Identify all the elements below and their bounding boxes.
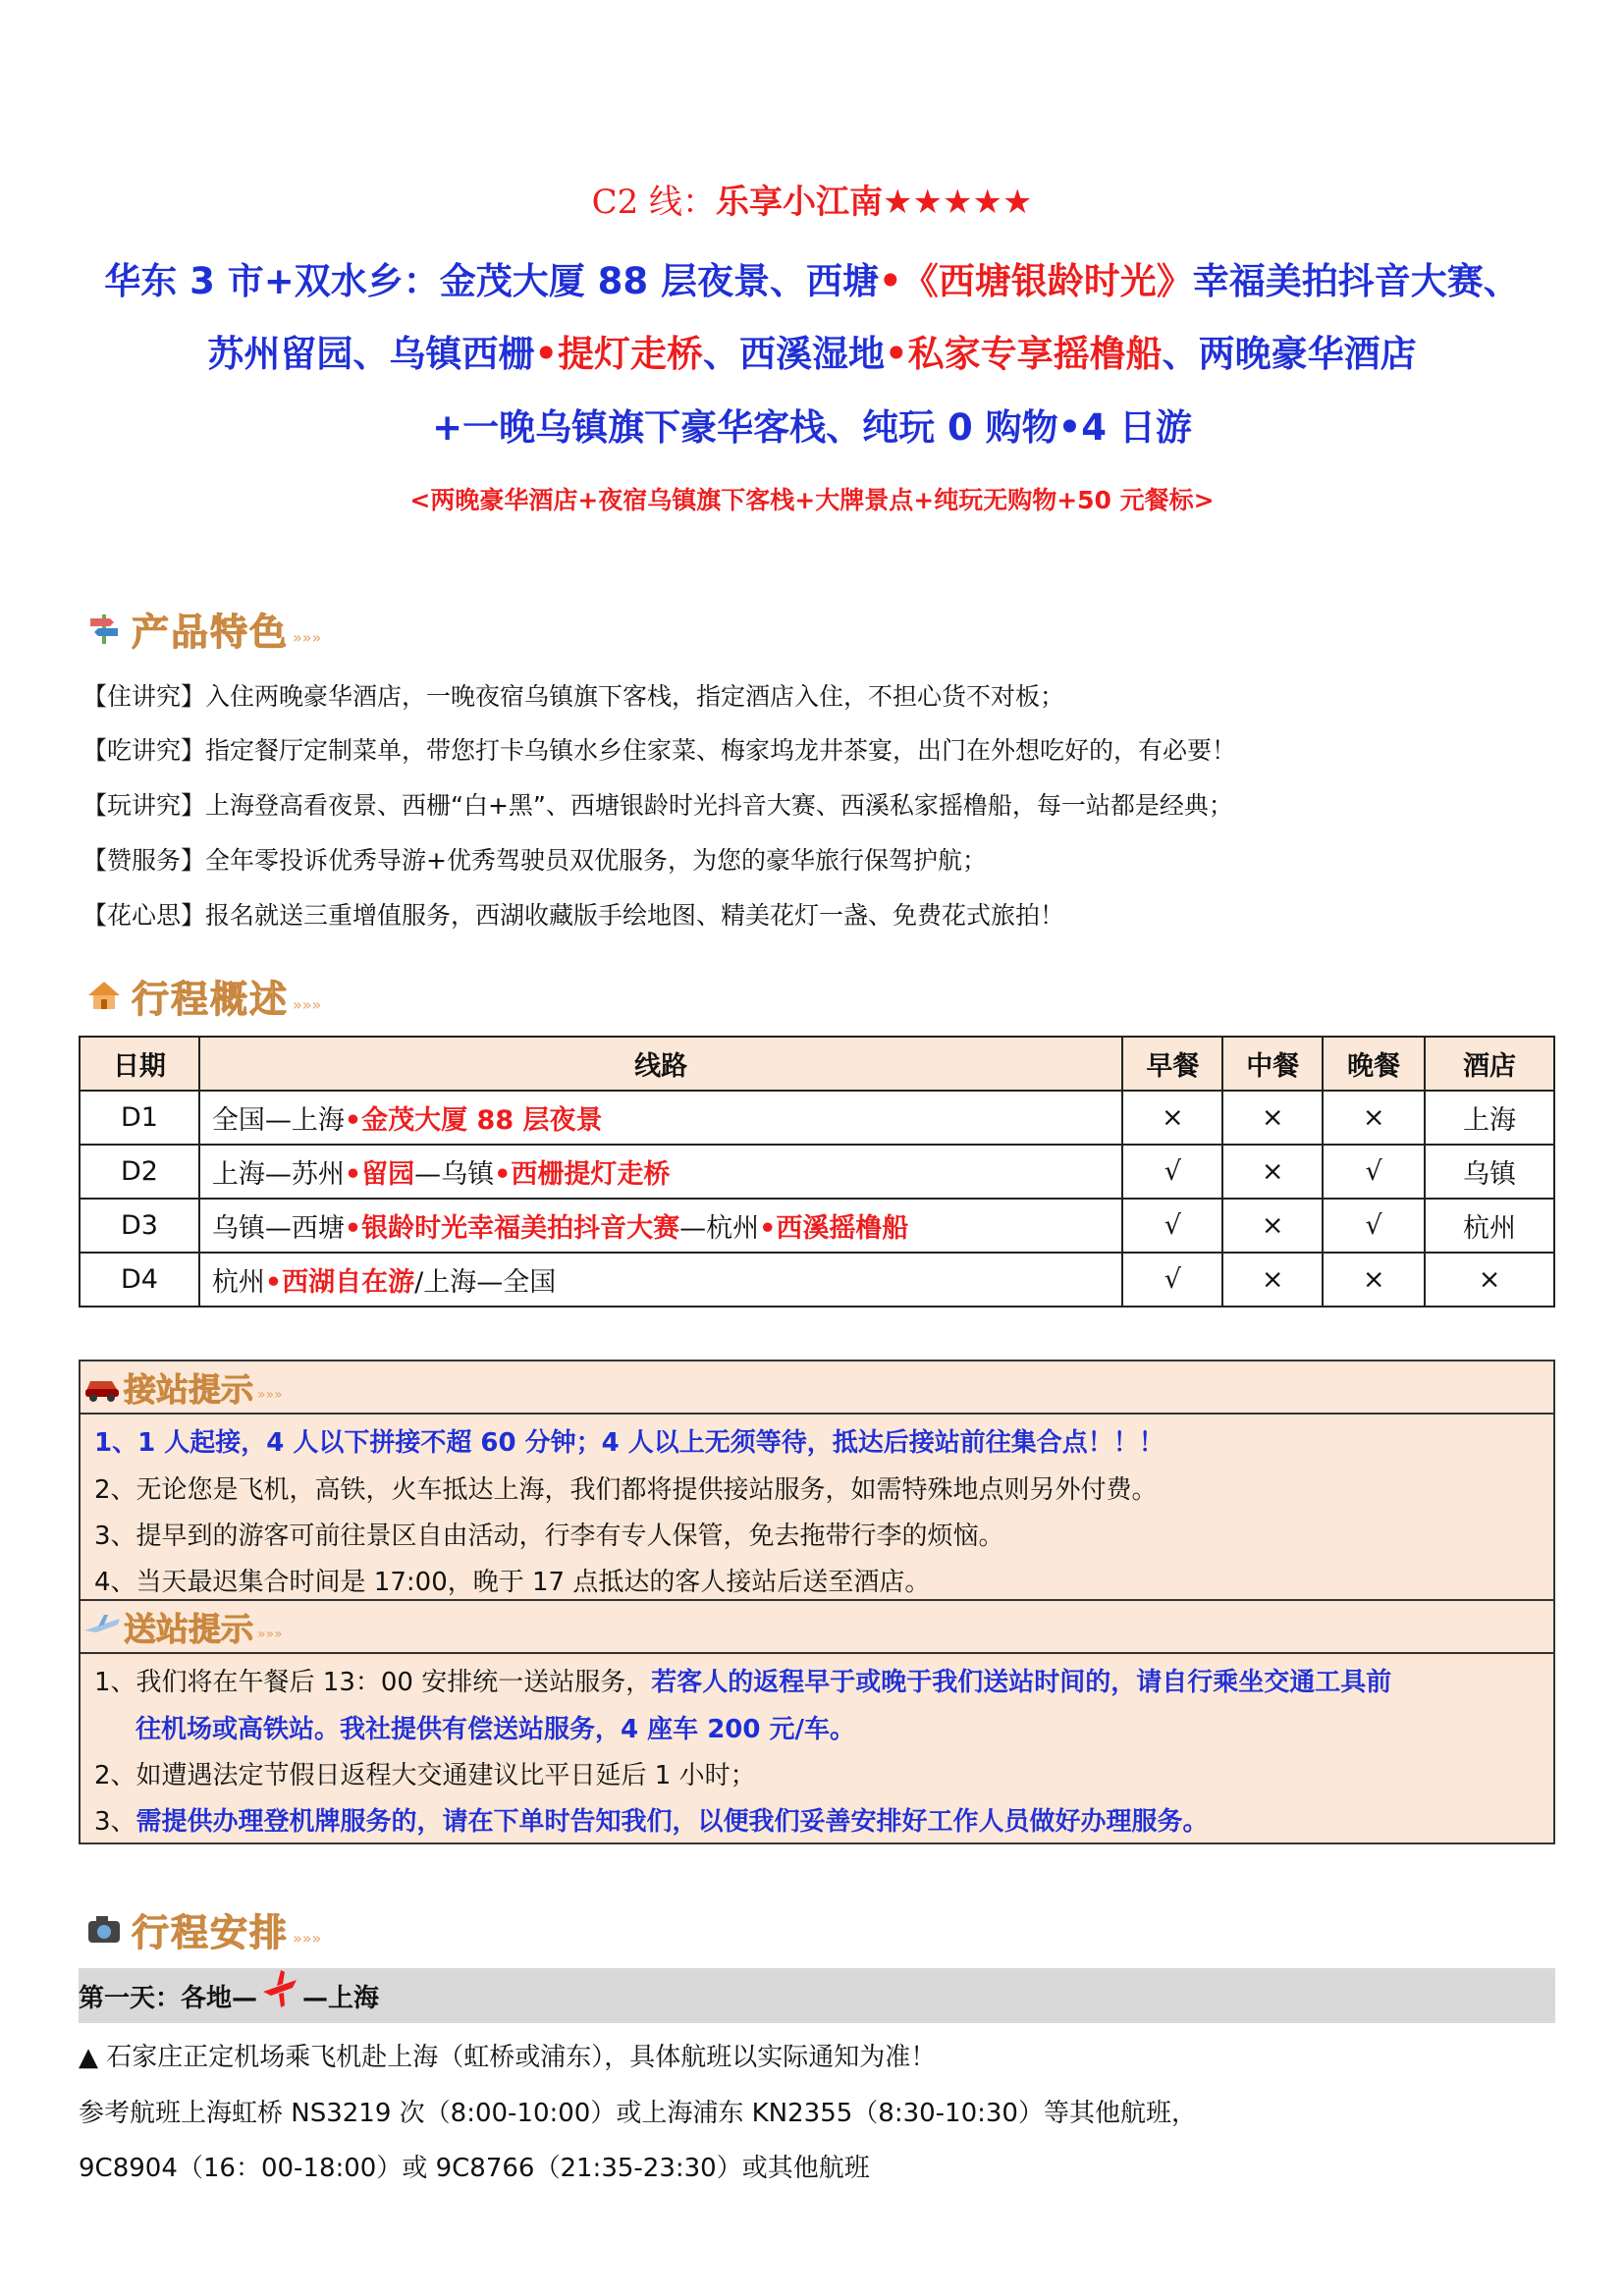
route-text: 乌镇—西塘 [211, 1213, 345, 1244]
house-icon [82, 974, 126, 1017]
route-highlight: •金茂大厦 88 层夜景 [344, 1105, 603, 1136]
title-2a: 华东 3 市+双水乡：金茂大厦 88 层夜景、西塘 [104, 260, 880, 302]
pickup-line: 1、1 人起接，4 人以下拼接不超 60 分钟；4 人以上无须等待，抵达后接站前往集合点！！！ [94, 1428, 1164, 1458]
route-highlight: •西栅提灯走桥 [494, 1159, 671, 1190]
cell-day: D4 [80, 1253, 199, 1307]
cell-route [199, 1091, 1122, 1145]
dropoff-highlight: 需提供办理登机牌服务的，请在下单时告知我们，以便我们妥善安排好工作人员做好办理服务。 [135, 1807, 1209, 1837]
overview-heading [82, 966, 321, 1025]
dropoff-text: 3、 [94, 1807, 136, 1837]
route-text: 上海—苏州 [211, 1159, 345, 1190]
table-row [80, 1199, 1554, 1253]
title-3d: •私家专享摇橹船 [885, 333, 1163, 375]
subtitle: <两晚豪华酒店+夜宿乌镇旗下客栈+大牌景点+纯玩无购物+50 元餐标> [409, 486, 1215, 514]
dropoff-heading [81, 1601, 1553, 1654]
title-3c: 、西溪湿地 [703, 333, 885, 375]
dropoff-text: 1、我们将在午餐后 13：00 安排统一送站服务， [94, 1668, 652, 1697]
dropoff-line: 往机场或高铁站。我社提供有偿送站服务，4 座车 200 元/车。 [135, 1715, 856, 1744]
cell-hotel: 上海 [1425, 1091, 1554, 1145]
table-row [80, 1253, 1554, 1307]
feature-item: 【花心思】报名就送三重增值服务，西湖收藏版手绘地图、精美花灯一盏、免费花式旅拍！ [82, 901, 1065, 930]
dropoff-box [79, 1599, 1555, 1844]
signpost-icon [82, 607, 126, 650]
cell-hotel: 乌镇 [1425, 1145, 1554, 1199]
dropoff-highlight: 若客人的返程早于或晚于我们送站时间的，请自行乘坐交通工具前 [651, 1668, 1392, 1697]
pickup-heading [81, 1362, 1553, 1415]
col-breakfast: 早餐 [1122, 1037, 1222, 1091]
pickup-line: 2、无论您是飞机，高铁，火车抵达上海，我们都将提供接站服务，如需特殊地点则另外付费。 [94, 1475, 1158, 1505]
cell-lunch: × [1222, 1199, 1323, 1253]
route-text: —杭州 [679, 1213, 760, 1244]
cell-hotel: 杭州 [1425, 1199, 1554, 1253]
cell-lunch: × [1222, 1253, 1323, 1307]
title-line-2 [0, 251, 1624, 304]
pickup-line: 3、提早到的游客可前往景区自由活动，行李有专人保管，免去拖带行李的烦恼。 [94, 1522, 1004, 1551]
heading-dots: »»» [257, 1627, 283, 1642]
title-2b: •《西塘银龄时光》 [879, 260, 1193, 302]
title-3e: 、两晚豪华酒店 [1162, 333, 1417, 375]
features-heading [82, 599, 321, 658]
overview-title: 行程概述 [132, 977, 290, 1021]
day-1-bar [79, 1968, 1555, 2023]
dropoff-line [94, 1662, 1391, 1698]
camera-icon [82, 1907, 126, 1950]
heading-dots: »»» [293, 627, 322, 647]
cell-breakfast: √ [1122, 1253, 1222, 1307]
title-line-1 [0, 175, 1624, 223]
day-1-text: 第一天：各地— [79, 1983, 258, 2013]
heading-dots: »»» [293, 994, 322, 1014]
cell-breakfast: × [1122, 1091, 1222, 1145]
cell-day: D3 [80, 1199, 199, 1253]
schedule-heading [82, 1899, 321, 1958]
table-row [80, 1145, 1554, 1199]
title-line-4: +一晚乌镇旗下豪华客栈、纯玩 0 购物•4 日游 [432, 406, 1192, 449]
cell-lunch: × [1222, 1091, 1323, 1145]
route-text: —乌镇 [414, 1159, 495, 1190]
table-header-row [80, 1037, 1554, 1091]
schedule-paragraph: 9C8904（16：00-18:00）或 9C8766（21:35-23:30）或其他航班 [79, 2154, 870, 2183]
schedule-title: 行程安排 [132, 1910, 290, 1954]
day-1-destination: —上海 [302, 1983, 380, 2013]
cell-dinner: √ [1323, 1145, 1425, 1199]
route-highlight: •银龄时光幸福美拍抖音大赛 [344, 1213, 680, 1244]
cell-breakfast: √ [1122, 1199, 1222, 1253]
dropoff-title: 送站提示 [124, 1609, 253, 1648]
route-text: 杭州 [211, 1267, 265, 1298]
feature-item: 【玩讲究】上海登高看夜景、西栅“白+黑”、西塘银龄时光抖音大赛、西溪私家摇橹船，每一站都是经典； [82, 791, 1233, 820]
title-3a: 苏州留园、乌镇西栅 [207, 333, 535, 375]
cell-route [199, 1253, 1122, 1307]
title-2c: 幸福美拍抖音大赛、 [1192, 260, 1520, 302]
airplane-icon [257, 1966, 302, 2011]
route-text: /上海—全国 [414, 1267, 557, 1298]
col-lunch: 中餐 [1222, 1037, 1323, 1091]
plane-icon [81, 1607, 124, 1646]
route-highlight: •留园 [344, 1159, 415, 1190]
pickup-box [79, 1360, 1555, 1601]
heading-dots: »»» [257, 1387, 283, 1403]
heading-dots: »»» [293, 1928, 322, 1948]
title-line-3 [0, 324, 1624, 377]
feature-item: 【赞服务】全年零投诉优秀导游+优秀驾驶员双优服务，为您的豪华旅行保驾护航； [82, 846, 987, 875]
route-text: 全国—上海 [211, 1105, 345, 1136]
pickup-title: 接站提示 [124, 1369, 253, 1409]
cell-breakfast: √ [1122, 1145, 1222, 1199]
cell-dinner: × [1323, 1091, 1425, 1145]
cell-day: D2 [80, 1145, 199, 1199]
col-hotel: 酒店 [1425, 1037, 1554, 1091]
col-date: 日期 [80, 1037, 199, 1091]
col-dinner: 晚餐 [1323, 1037, 1425, 1091]
col-route: 线路 [199, 1037, 1122, 1091]
cell-dinner: × [1323, 1253, 1425, 1307]
route-name: 乐享小江南★★★★★ [716, 183, 1033, 222]
features-title: 产品特色 [132, 610, 290, 654]
title-3b: •提灯走桥 [534, 333, 703, 375]
route-highlight: •西湖自在游 [264, 1267, 415, 1298]
route-code: C2 线： [591, 183, 717, 222]
schedule-paragraph: 参考航班上海虹桥 NS3219 次（8:00-10:00）或上海浦东 KN2355（8:30-10:30）等其他航班， [79, 2099, 1197, 2128]
cell-route [199, 1199, 1122, 1253]
table-row [80, 1091, 1554, 1145]
cell-lunch: × [1222, 1145, 1323, 1199]
cell-route [199, 1145, 1122, 1199]
schedule-paragraph: ▲ 石家庄正定机场乘飞机赴上海（虹桥或浦东），具体航班以实际通知为准！ [79, 2043, 937, 2072]
cell-dinner: √ [1323, 1199, 1425, 1253]
cell-day: D1 [80, 1091, 199, 1145]
dropoff-line [94, 1801, 1209, 1838]
route-highlight: •西溪摇橹船 [759, 1213, 909, 1244]
pickup-line: 4、当天最迟集合时间是 17:00，晚于 17 点抵达的客人接站后送至酒店。 [94, 1568, 931, 1597]
feature-item: 【吃讲究】指定餐厅定制菜单，带您打卡乌镇水乡住家菜、梅家坞龙井茶宴，出门在外想吃好的，有必要！ [82, 736, 1237, 765]
car-icon [81, 1367, 124, 1407]
cell-hotel: × [1425, 1253, 1554, 1307]
itinerary-table [79, 1036, 1555, 1308]
dropoff-line: 2、如遭遇法定节假日返程大交通建议比平日延后 1 小时； [94, 1761, 756, 1790]
feature-item: 【住讲究】入住两晚豪华酒店，一晚夜宿乌镇旗下客栈，指定酒店入住，不担心货不对板； [82, 682, 1065, 711]
